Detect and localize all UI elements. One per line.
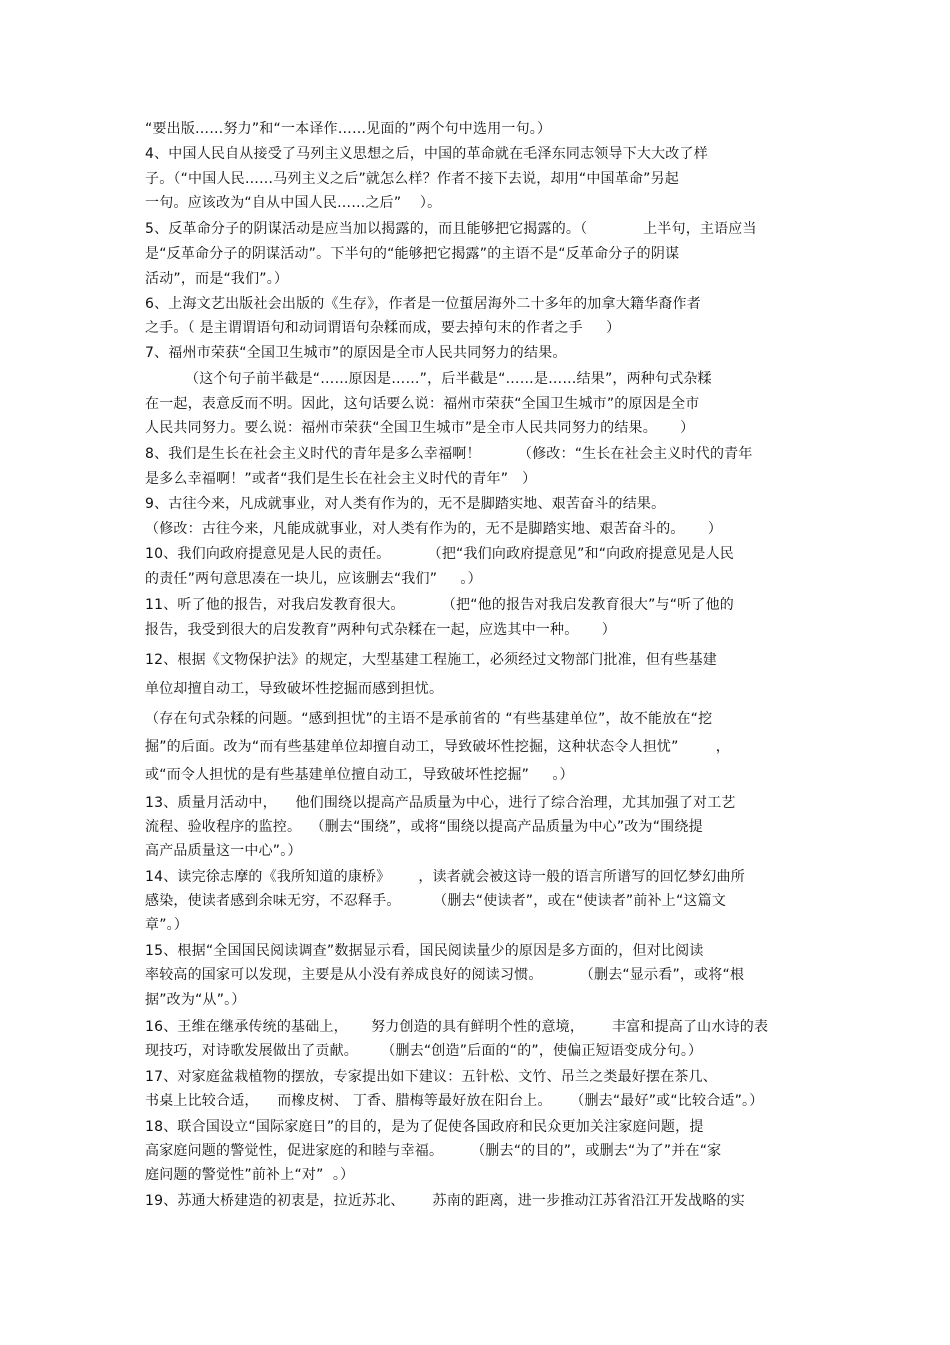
text-line: 一句。应该改为“自从中国人民……之后” ）。 [145,195,442,211]
text-line: 是“反革命分子的阴谋活动”。下半句的“能够把它揭露”的主语不是“反革命分子的阴谋 [145,246,680,262]
text-line: 感染，使读者感到余味无穷，不忍释手。 （删去“使读者”，或在“使读者”前补上“这篇文 [145,893,727,909]
text-line: 报告，我受到很大的启发教育”两种句式杂糅在一起，应选其中一种。 ） [145,622,616,638]
text-line: 6、上海文艺出版社会出版的《生存》，作者是一位蜇居海外二十多年的加拿大籍华裔作者 [145,296,701,312]
text-line: “要出版……努力”和“一本译作……见面的”两个句中选用一句。） [145,121,552,137]
text-line: 现技巧，对诗歌发展做出了贡献。 （删去“创造”后面的“的”，使偏正短语变成分句。） [145,1043,703,1059]
text-line: （存在句式杂糅的问题。“感到担忧”的主语不是承前省的 “有些基建单位”，故不能放在“挖 [145,711,713,727]
text-line: 高产品质量这一中心”。） [145,843,302,859]
text-line: 活动”，而是“我们”。） [145,271,289,287]
text-line: 单位却擅自动工，导致破坏性挖掘而感到担忧。 [145,681,444,697]
text-line: 17、对家庭盆栽植物的摆放，专家提出如下建议：五针松、文竹、吊兰之类最好摆在茶几、 [145,1069,718,1085]
text-line: 9、古往今来，凡成就事业，对人类有作为的，无不是脚踏实地、艰苦奋斗的结果。 [145,496,666,512]
text-line: 流程、验收程序的监控。 （删去“围绕”，或将“围绕以提高产品质量为中心”改为“围绕提 [145,819,703,835]
text-line: 是多么幸福啊！”或者“我们是生长在社会主义时代的青年” ） [145,471,537,487]
text-line: 12、根据《文物保护法》的规定，大型基建工程施工，必须经过文物部门批准，但有些基建 [145,652,718,668]
text-line: 7、福州市荣获“全国卫生城市”的原因是全市人民共同努力的结果。 [145,345,567,361]
text-line: 据”改为“从”。） [145,992,246,1008]
text-line: 15、根据“全国国民阅读调查”数据显示看，国民阅读量少的原因是多方面的，但对比阅读 [145,943,704,959]
text-line: 之手。（ 是主谓谓语句和动词谓语句杂糅而成，要去掉句末的作者之手 ） [145,320,621,336]
text-line: 或“而令人担忧的是有些基建单位擅自动工，导致破坏性挖掘” 。） [145,767,574,783]
text-line: 8、我们是生长在社会主义时代的青年是多么幸福啊！ （修改：“生长在社会主义时代的青年 [145,446,753,462]
text-line: 人民共同努力。要么说：福州市荣获“全国卫生城市”是全市人民共同努力的结果。 ） [145,420,695,436]
text-line: 率较高的国家可以发现，主要是从小没有养成良好的阅读习惯。 （删去“显示看”，或将“根 [145,967,745,983]
text-line: 书桌上比较合适， 而橡皮树、 丁香、腊梅等最好放在阳台上。 （删去“最好”或“比较合适”。） [145,1093,764,1109]
text-line: 5、反革命分子的阴谋活动是应当加以揭露的，而且能够把它揭露的。（ 上半句，主语应当 [145,221,757,237]
text-line: 4、中国人民自从接受了马列主义思想之后，中国的革命就在毛泽东同志领导下大大改了样 [145,146,708,162]
text-line: （这个句子前半截是“……原因是……”，后半截是“……是……结果”，两种句式杂糅 [185,371,712,387]
text-line: 14、读完徐志摩的《我所知道的康桥》 ，读者就会被这诗一般的语言所谱写的回忆梦幻曲所 [145,869,745,885]
text-line: 10、我们向政府提意见是人民的责任。 （把“我们向政府提意见”和“向政府提意见是人民 [145,546,734,562]
text-line: 在一起，表意反而不明。因此，这句话要么说：福州市荣获“全国卫生城市”的原因是全市 [145,396,700,412]
text-line: 掘”的后面。改为“而有些基建单位却擅自动工，导致破坏性挖掘，这种状态令人担忧” ， [145,739,730,755]
text-line: 的责任”两句意思凑在一块儿，应该删去“我们” 。） [145,571,482,587]
text-line: 19、苏通大桥建造的初衷是，拉近苏北、 苏南的距离，进一步推动江苏省沿江开发战略的实 [145,1193,745,1209]
text-line: 子。（“中国人民……马列主义之后”就怎么样？作者不接下去说，却用“中国革命”另起 [145,171,680,187]
text-line: 11、听了他的报告，对我启发教育很大。 （把“他的报告对我启发教育很大”与“听了他的 [145,597,734,613]
text-line: 16、王维在继承传统的基础上， 努力创造的具有鲜明个性的意境， 丰富和提高了山水诗的表 [145,1019,769,1035]
text-line: 庭问题的警觉性”前补上“对” 。） [145,1167,355,1183]
text-line: 高家庭问题的警觉性，促进家庭的和睦与幸福。 （删去“的目的”，或删去“为了”并在“家 [145,1143,722,1159]
text-line: （修改：古往今来，凡能成就事业，对人类有作为的，无不是脚踏实地、艰苦奋斗的。 ） [145,521,723,537]
text-line: 章”。） [145,917,189,933]
text-line: 18、联合国设立“国际家庭日”的目的，是为了促使各国政府和民众更加关注家庭问题，提 [145,1119,704,1135]
text-line: 13、质量月活动中， 他们围绕以提高产品质量为中心，进行了综合治理，尤其加强了对工艺 [145,795,736,811]
